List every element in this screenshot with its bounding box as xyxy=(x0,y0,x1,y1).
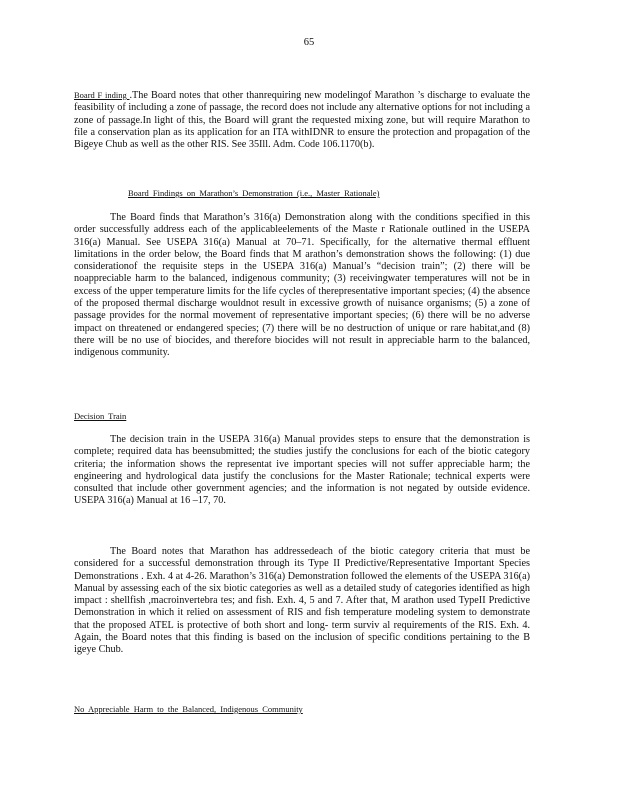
decision-train-paragraph-1: The decision train in the USEPA 316(a) Manual provides steps to ensure that the demonstration is complete; required data has beensubmitted; the studies justify the conclusions for each of the biotic category criteria; the information shows the representat ive important species will not suffer appreciable harm; the engineering and hydrological data justify the conclusions for the Master Rationale; technical experts were consulted that include other government agencies; and the information is not negated by outside evidence. USEPA 316(a) Manual at 16 –17, 70. xyxy=(74,434,530,507)
board-finding-heading: Board F inding xyxy=(74,90,130,100)
decision-train-paragraph-2: The Board notes that Marathon has addressedeach of the biotic category criteria that must be considered for a successful demonstration through its Type II Predictive/Representative Important Species Demonstrations . Exh. 4 at 4-26. Marathon’s 316(a) Demonstration followed the elements of the USEPA 316(a) Manual by assessing each of the six biotic categories as well as a detailed study of categories identified as high impact : shellfish ,macroinvertebra tes; and fish. Exh. 4, 5 and 7. After that, M arathon used TypeII Predictive Demonstration in which it relied on assessment of RIS and fish temperature modeling system to demonstrate that the proposed ATEL is protective of both short and long- term surviv al requirements of the RIS. Exh. 4. Again, the Board notes that this finding is based on the inclusion of specific conditions pertaining to the B igeye Chub. xyxy=(74,546,530,656)
no-appreciable-harm-heading-text: No Appreciable Harm to the Balanced, Indigenous Community xyxy=(74,704,303,714)
master-rationale-paragraph: The Board finds that Marathon’s 316(a) Demonstration along with the conditions specified in this order successfully address each of the applicableelements of the Maste r Rationale outlined in the USEPA 316(a) Manual. See USEPA 316(a) Manual at 70–71. Specifically, for the alternative thermal effluent limitations in the order below, the Board finds that M arathon’s demonstration shows the following: (1) due considerationof the requisite steps in the USEPA 316(a) Manual’s “decision train”; (2) there will be noappreciable harm to the balanced, indigenous community; (3) receivingwater temperatures will not be in excess of the upper temperature limits for the life cycles of therepresentative important species; (4) the absence of the proposed thermal discharge wouldnot result in excessive growth of nuisance organisms; (5) a zone of passage provides for the normal movement of representative important species; (6) there will be no adverse impact on threatened or endangered species; (7) there will be no destruction of unique or rare habitat,and (8) there will be no use of biocides, and therefore biocides will not result in appreciable harm to the balanced, indigenous community. xyxy=(74,212,530,359)
no-appreciable-harm-heading xyxy=(74,703,331,715)
page-number: 65 xyxy=(303,37,315,48)
decision-train-heading-text: Decision Train xyxy=(74,411,127,421)
master-rationale-heading-text: Board Findings on Marathon’s Demonstration (i.e., Master Rationale) xyxy=(128,188,380,198)
decision-train-heading xyxy=(74,410,148,422)
board-finding-text: .The Board notes that other thanrequiring new modelingof Marathon ’s discharge to evaluate the feasibility of including a zone of passage, the record does not include any alternative options for not including a zone of passage.In light of this, the Board will grant the requested mixing zone, but will require Marathon to file a conservation plan as its application for an ITA withIDNR to ensure the protection and propagation of the Bigeye Chub as well as the other RIS. See 35Ill. Adm. Code 106.1170(b). xyxy=(74,90,530,151)
master-rationale-heading xyxy=(128,187,380,199)
board-finding-paragraph xyxy=(74,89,530,151)
